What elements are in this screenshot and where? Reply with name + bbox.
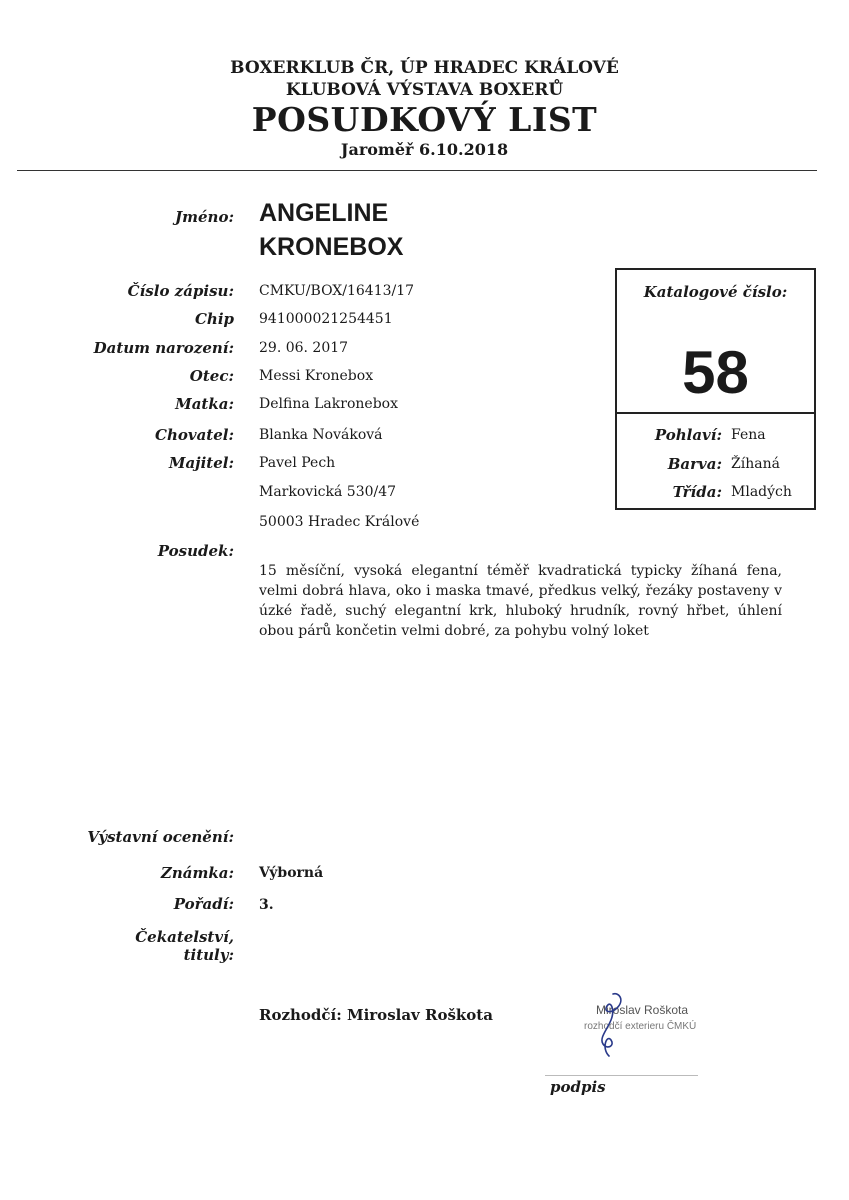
signature-scribble-icon <box>585 990 635 1060</box>
mother-label: Matka: <box>175 395 234 413</box>
grade-value: Výborná <box>259 865 324 881</box>
chip-label: Chip <box>194 310 234 328</box>
birth-date-label: Datum narození: <box>93 339 234 357</box>
stamp-role: rozhodčí exterieru ČMKÚ <box>584 1021 697 1032</box>
sex-label: Pohlaví: <box>654 426 722 444</box>
placement-label: Pořadí: <box>173 895 234 913</box>
registration-value: CMKU/BOX/16413/17 <box>259 283 415 299</box>
show-name: KLUBOVÁ VÝSTAVA BOXERŮ <box>285 80 564 100</box>
dog-name-line2: KRONEBOX <box>259 233 404 261</box>
father-value: Messi Kronebox <box>259 368 374 384</box>
catalog-number-label: Katalogové číslo: <box>643 283 788 301</box>
owner-street: Markovická 530/47 <box>259 484 397 500</box>
stamp-name: Miroslav Roškota <box>596 1003 689 1017</box>
dog-name-line1: ANGELINE <box>259 199 389 227</box>
breeder-label: Chovatel: <box>155 426 234 444</box>
assessment-label: Posudek: <box>157 542 234 560</box>
chip-value: 941000021254451 <box>259 311 393 327</box>
registration-label: Číslo zápisu: <box>127 282 234 300</box>
catalog-number: 58 <box>682 339 749 406</box>
place-date: Jaroměř 6.10.2018 <box>340 140 509 159</box>
judge-name: Rozhodčí: Miroslav Roškota <box>259 1006 493 1024</box>
birth-date-value: 29. 06. 2017 <box>259 340 349 356</box>
breeder-value: Blanka Nováková <box>259 427 383 443</box>
header-divider <box>17 170 817 171</box>
catalog-box-divider <box>615 412 816 414</box>
grade-label: Známka: <box>160 864 234 882</box>
class-value: Mladých <box>731 484 792 500</box>
color-value: Žíhaná <box>731 456 780 472</box>
signature-line <box>545 1075 698 1076</box>
name-label: Jméno: <box>175 208 234 226</box>
award-label: Výstavní ocenění: <box>87 828 234 846</box>
owner-label: Majitel: <box>168 454 234 472</box>
page-title: POSUDKOVÝ LIST <box>251 100 598 139</box>
mother-value: Delfina Lakronebox <box>259 396 398 412</box>
signature-caption: podpis <box>550 1078 606 1096</box>
sex-value: Fena <box>731 427 766 443</box>
owner-name: Pavel Pech <box>259 455 336 471</box>
titles-label-line1: Čekatelství, <box>135 928 234 946</box>
club-name: BOXERKLUB ČR, ÚP HRADEC KRÁLOVÉ <box>230 58 619 78</box>
father-label: Otec: <box>189 367 234 385</box>
color-label: Barva: <box>667 455 722 473</box>
assessment-text: 15 měsíční, vysoká elegantní téměř kvadratická typicky žíhaná fena, velmi dobrá hlava, oko i maska tmavé, předkus velký, řezáky postaveny v úzké řadě, suchý elegantní krk, hluboký hrudník, rovný hřbet, úhlení obou párů končetin velmi dobré, za pohybu volný loket <box>259 563 782 639</box>
owner-city: 50003 Hradec Králové <box>259 514 420 530</box>
titles-label-line2: tituly: <box>183 946 234 964</box>
class-label: Třída: <box>672 483 722 501</box>
placement-value: 3. <box>259 897 274 913</box>
